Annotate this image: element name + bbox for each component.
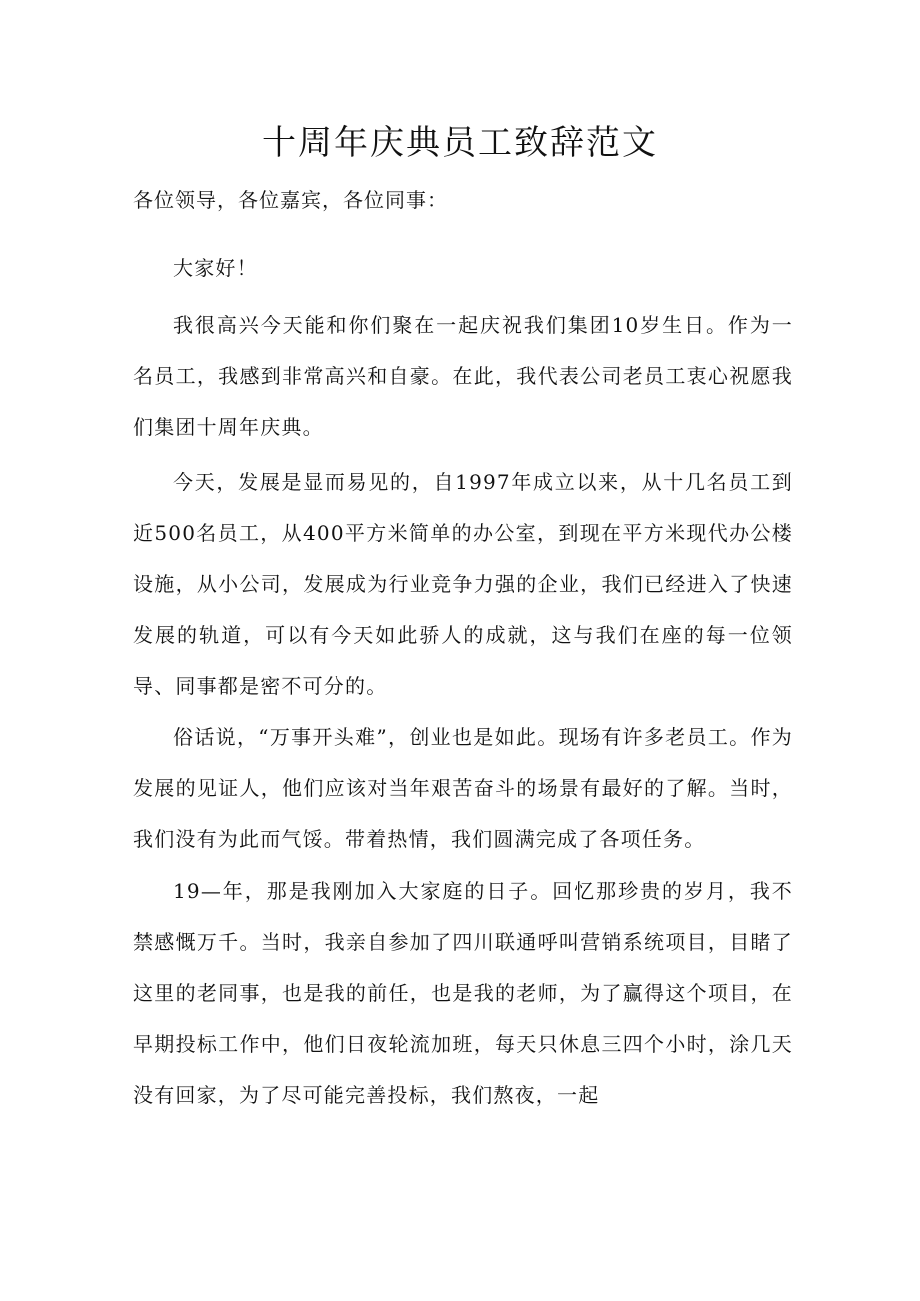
paragraph: 我很高兴今天能和你们聚在一起庆祝我们集团10岁生日。作为一名员工，我感到非常高兴和自豪。在此，我代表公司老员工衷心祝愿我们集团十周年庆典。 — [133, 313, 793, 439]
salutation: 各位领导，各位嘉宾，各位同事： — [133, 188, 448, 212]
paragraph: 俗话说，“万事开头难”，创业也是如此。现场有许多老员工。作为发展的见证人，他们应该对当年艰苦奋斗的场景有最好的了解。当时，我们没有为此而气馁。带着热情，我们圆满完成了各项任务。 — [133, 725, 793, 851]
paragraph: 19—年，那是我刚加入大家庭的日子。回忆那珍贵的岁月，我不禁感慨万千。当时，我亲自参加了四川联通呼叫营销系统项目，目睹了这里的老同事，也是我的前任，也是我的老师，为了赢得这个项目，在早期投标工作中，他们日夜轮流加班，每天只休息三四个小时，涂几天没有回家，为了尽可能完善投标，我们熬夜，一起 — [133, 879, 793, 1107]
paragraph: 今天，发展是显而易见的，自1997年成立以来，从十几名员工到近500名员工，从400平方米简单的办公室，到现在平方米现代办公楼设施，从小公司，发展成为行业竞争力强的企业，我们已经进入了快速发展的轨道，可以有今天如此骄人的成就，这与我们在座的每一位领导、同事都是密不可分的。 — [133, 470, 793, 698]
document-title: 十周年庆典员工致辞范文 — [262, 123, 658, 163]
paragraph-greeting: 大家好！ — [173, 256, 258, 280]
